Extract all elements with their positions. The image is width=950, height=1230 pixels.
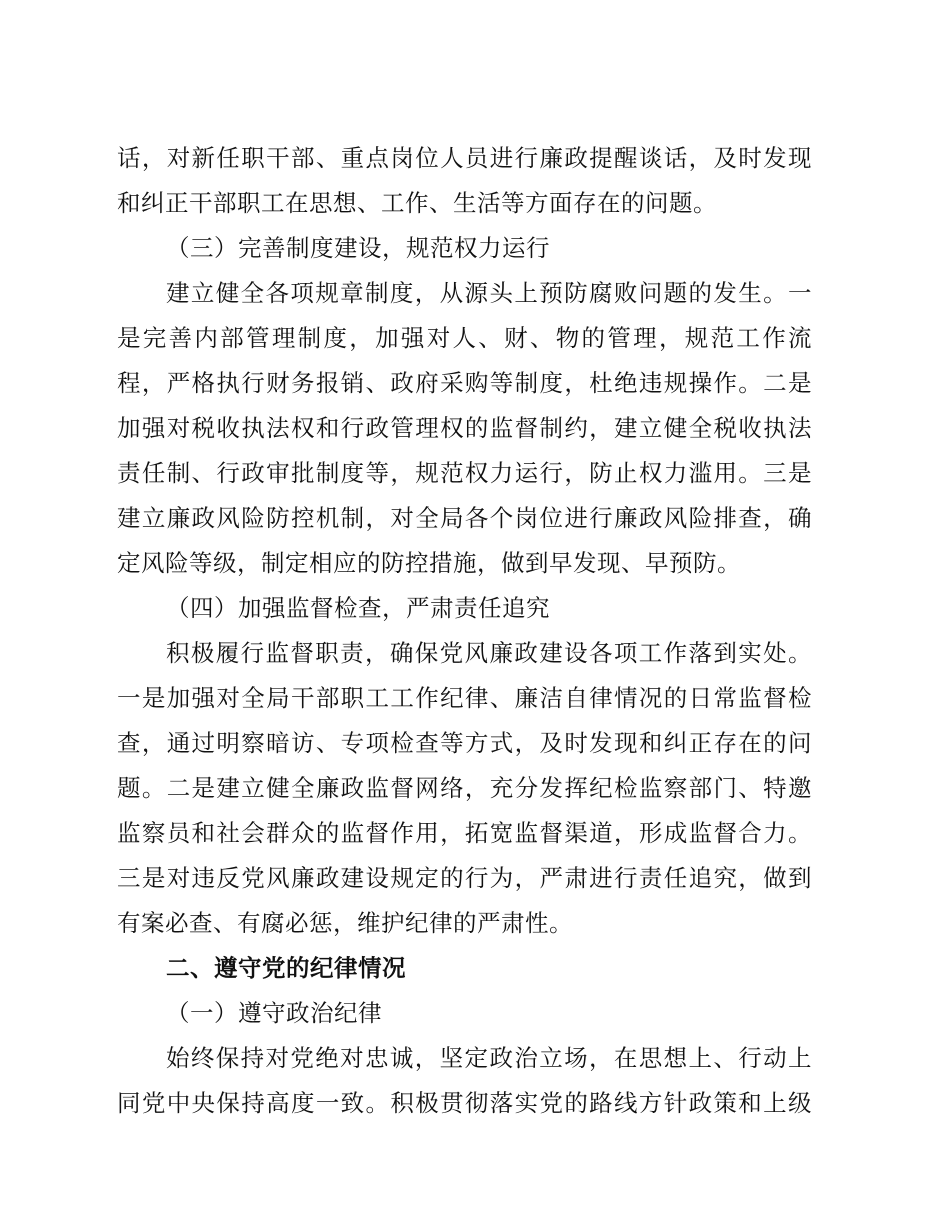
paragraph-line: 题。二是建立健全廉政监督网络，充分发挥纪检监察部门、特邀 [117, 774, 812, 802]
paragraph-line: 是完善内部管理制度，加强对人、财、物的管理，规范工作流 [117, 324, 812, 352]
section-subheading: （四）加强监督检查，严肃责任追究 [166, 594, 550, 622]
paragraph-line: 监察员和社会群众的监督作用，拓宽监督渠道，形成监督合力。 [117, 819, 812, 847]
paragraph-line: 三是对违反党风廉政建设规定的行为，严肃进行责任追究，做到 [117, 864, 812, 892]
paragraph-line: 一是加强对全局干部职工工作纪律、廉洁自律情况的日常监督检 [117, 684, 812, 712]
section-heading: 二、遵守党的纪律情况 [166, 954, 406, 982]
paragraph-line: 和纠正干部职工在思想、工作、生活等方面存在的问题。 [117, 189, 717, 217]
paragraph-line: 建立廉政风险防控机制，对全局各个岗位进行廉政风险排查，确 [117, 504, 812, 532]
paragraph-line: 查，通过明察暗访、专项检查等方式，及时发现和纠正存在的问 [117, 729, 812, 757]
paragraph-line: 定风险等级，制定相应的防控措施，做到早发现、早预防。 [117, 549, 741, 577]
paragraph-line: 责任制、行政审批制度等，规范权力运行，防止权力滥用。三是 [117, 459, 812, 487]
paragraph-line: 有案必查、有腐必惩，维护纪律的严肃性。 [117, 909, 573, 937]
paragraph-line: 始终保持对党绝对忠诚，坚定政治立场，在思想上、行动上 [166, 1044, 812, 1072]
section-subheading: （三）完善制度建设，规范权力运行 [166, 234, 550, 262]
section-subheading: （一）遵守政治纪律 [166, 999, 382, 1027]
paragraph-line: 建立健全各项规章制度，从源头上预防腐败问题的发生。一 [166, 279, 812, 307]
paragraph-line: 同党中央保持高度一致。积极贯彻落实党的路线方针政策和上级 [117, 1089, 812, 1117]
paragraph-line: 加强对税收执法权和行政管理权的监督制约，建立健全税收执法 [117, 414, 812, 442]
paragraph-line: 话，对新任职干部、重点岗位人员进行廉政提醒谈话，及时发现 [117, 144, 812, 172]
paragraph-line: 程，严格执行财务报销、政府采购等制度，杜绝违规操作。二是 [117, 369, 812, 397]
paragraph-line: 积极履行监督职责，确保党风廉政建设各项工作落到实处。 [166, 639, 812, 667]
